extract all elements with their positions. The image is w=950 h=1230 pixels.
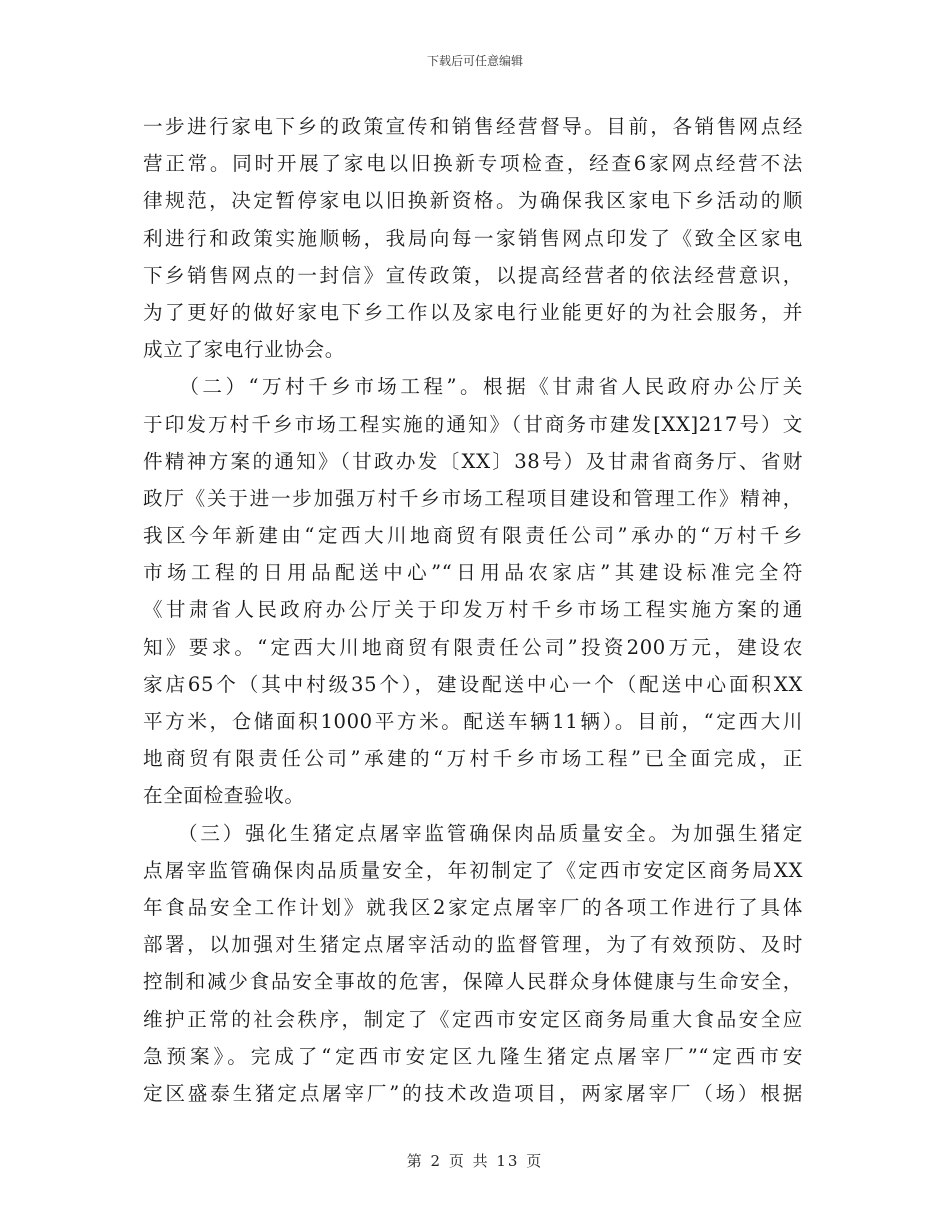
text-line: （二）“万村千乡市场工程”。根据《甘肃省人民政府办公厅关 xyxy=(143,375,803,399)
text-line: 点屠宰监管确保肉品质量安全，年初制定了《定西市安定区商务局XX xyxy=(143,858,803,882)
text-line: 利进行和政策实施顺畅，我局向每一家销售网点印发了《致全区家电 xyxy=(143,226,803,250)
text-line: 于印发万村千乡市场工程实施的通知》（甘商务市建发[XX]217号）文 xyxy=(143,412,803,436)
text-line: 一步进行家电下乡的政策宣传和销售经营督导。目前，各销售网点经 xyxy=(143,115,803,138)
text-line: 政厅《关于进一步加强万村千乡市场工程项目建设和管理工作》精神， xyxy=(143,486,803,510)
page-header-note: 下载后可任意编辑 xyxy=(426,54,523,68)
text-line: 年食品安全工作计划》就我区2家定点屠宰厂的各项工作进行了具体 xyxy=(143,895,803,919)
text-line: 部署，以加强对生猪定点屠宰活动的监督管理，为了有效预防、及时 xyxy=(143,933,803,957)
text-line: 为了更好的做好家电下乡工作以及家电行业能更好的为社会服务，并 xyxy=(143,300,803,324)
text-line: 在全面检查验收。 xyxy=(143,784,305,808)
text-line: 市场工程的日用品配送中心”“日用品农家店”其建设标准完全符 xyxy=(143,561,803,585)
page-number-footer: 第 2 页 共 13 页 xyxy=(406,1152,544,1170)
text-line: 知》要求。“定西大川地商贸有限责任公司”投资200万元，建设农 xyxy=(143,635,803,659)
text-line: 急预案》。完成了“定西市安定区九隆生猪定点屠宰厂”“定西市安 xyxy=(143,1044,803,1068)
text-line: 成立了家电行业协会。 xyxy=(143,338,345,362)
text-line: 我区今年新建由“定西大川地商贸有限责任公司”承办的“万村千乡 xyxy=(143,524,803,548)
text-line: 控制和减少食品安全事故的危害，保障人民群众身体健康与生命安全， xyxy=(143,970,803,994)
text-line: （三）强化生猪定点屠宰监管确保肉品质量安全。为加强生猪定 xyxy=(143,821,803,845)
body-text xyxy=(143,108,803,1112)
text-line: 营正常。同时开展了家电以旧换新专项检查，经查6家网点经营不法 xyxy=(143,152,803,176)
text-line: 平方米，仓储面积1000平方米。配送车辆11辆）。目前，“定西大川 xyxy=(143,710,803,733)
text-line: 定区盛泰生猪定点屠宰厂”的技术改造项目，两家屠宰厂（场）根据 xyxy=(143,1081,803,1105)
text-line: 件精神方案的通知》（甘政办发〔XX〕38号）及甘肃省商务厅、省财 xyxy=(143,449,803,473)
text-line: 《甘肃省人民政府办公厅关于印发万村千乡市场工程实施方案的通 xyxy=(143,598,803,622)
text-line: 下乡销售网点的一封信》宣传政策，以提高经营者的依法经营意识， xyxy=(143,263,803,287)
text-line: 维护正常的社会秩序，制定了《定西市安定区商务局重大食品安全应 xyxy=(143,1007,803,1031)
text-line: 家店65个（其中村级35个），建设配送中心一个（配送中心面积XX xyxy=(143,672,803,696)
text-line: 律规范，决定暂停家电以旧换新资格。为确保我区家电下乡活动的顺 xyxy=(143,189,803,213)
text-line: 地商贸有限责任公司”承建的“万村千乡市场工程”已全面完成，正 xyxy=(143,747,803,771)
